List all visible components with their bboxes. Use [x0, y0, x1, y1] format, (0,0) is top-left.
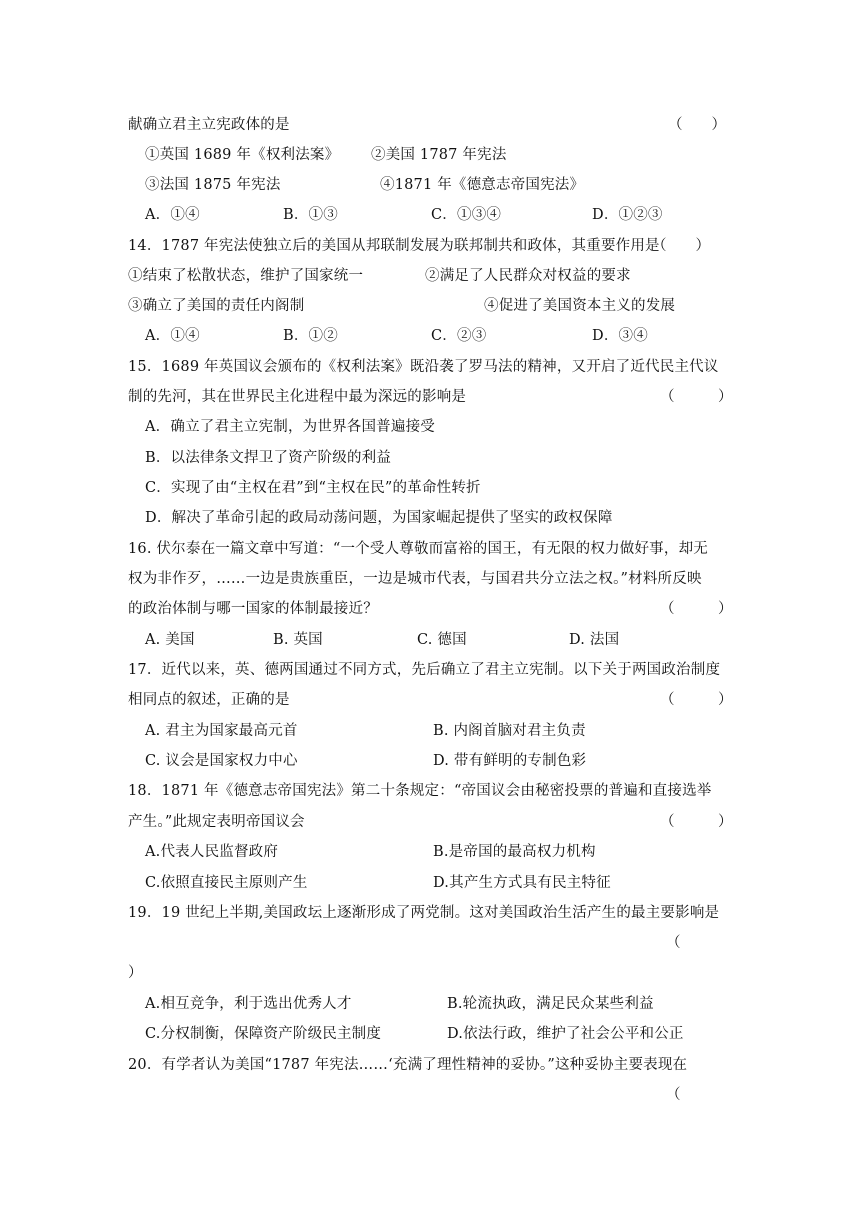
q14-option-c: C．②③ — [431, 328, 487, 344]
q14-stem: 14．1787 年宪法使独立后的美国从邦联制发展为联邦制共和政体，其重要作用是 — [128, 238, 660, 254]
q18-option-d: D.其产生方式具有民主特征 — [433, 875, 611, 891]
q17-answer-bracket: （ ） — [660, 692, 733, 708]
q17-option-d: D. 带有鲜明的专制色彩 — [433, 753, 587, 769]
q13-option-a: A．①④ — [145, 207, 200, 223]
q14-item-4: ④促进了美国资本主义的发展 — [484, 298, 676, 314]
q15-option-a: A．确立了君主立宪制，为世界各国普遍接受 — [145, 419, 435, 435]
q16-option-a: A. 美国 — [145, 632, 195, 648]
q15-stem-line-2: 制的先河，其在世界民主化进程中最为深远的影响是 — [128, 389, 467, 405]
q14-item-2: ②满足了人民群众对权益的要求 — [425, 268, 631, 284]
q16-option-c: C. 德国 — [417, 632, 467, 648]
q18-option-b: B.是帝国的最高权力机构 — [433, 844, 596, 860]
q15-answer-bracket: （ ） — [660, 389, 733, 405]
q14-option-a: A．①④ — [145, 328, 200, 344]
q17-stem-line-2: 相同点的叙述，正确的是 — [128, 692, 290, 708]
q13-option-b: B．①③ — [283, 207, 338, 223]
q13-answer-bracket: （ ） — [668, 117, 726, 133]
q15-stem-line-1: 15．1689 年英国议会颁布的《权利法案》既沿袭了罗马法的精神，又开启了近代民主代议 — [128, 359, 719, 375]
q19-option-d: D.依法行政，维护了社会公平和公正 — [447, 1026, 684, 1042]
q20-answer-bracket-open: （ — [666, 1087, 681, 1103]
q13-item-4: ④1871 年《德意志帝国宪法》 — [380, 177, 585, 193]
q16-option-b: B. 英国 — [273, 632, 323, 648]
q16-stem-line-1: 16. 伏尔泰在一篇文章中写道：“一个受人尊敬而富裕的国王，有无限的权力做好事，却无 — [128, 541, 708, 557]
q13-option-c: C．①③④ — [431, 207, 502, 223]
q13-item-2: ②美国 1787 年宪法 — [371, 147, 507, 163]
q19-answer-bracket-open: （ — [666, 935, 681, 951]
q17-option-c: C. 议会是国家权力中心 — [145, 753, 298, 769]
q14-answer-bracket: （ ） — [652, 238, 710, 254]
q16-answer-bracket: （ ） — [660, 601, 733, 617]
q19-answer-bracket-close: ） — [128, 965, 143, 981]
q18-answer-bracket: （ ） — [660, 814, 733, 830]
q19-option-c: C.分权制衡，保障资产阶级民主制度 — [145, 1026, 382, 1042]
q14-item-3: ③确立了美国的责任内阁制 — [128, 298, 305, 314]
q20-stem: 20．有学者认为美国“1787 年宪法……‘充满了理性精神的妥协。”这种妥协主要表现在 — [128, 1057, 688, 1073]
q17-option-b: B. 内阁首脑对君主负责 — [433, 723, 586, 739]
q15-option-b: B．以法律条文捍卫了资产阶级的利益 — [145, 450, 392, 466]
q14-item-1: ①结束了松散状态，维护了国家统一 — [128, 268, 364, 284]
q14-option-b: B．①② — [283, 328, 338, 344]
q16-stem-line-2: 权为非作歹，……一边是贵族重臣，一边是城市代表，与国君共分立法之权。”材料所反映 — [128, 571, 702, 587]
q15-option-c: C．实现了由“主权在君”到“主权在民”的革命性转折 — [145, 480, 481, 496]
q18-stem-line-2: 产生。”此规定表明帝国议会 — [128, 814, 305, 830]
q17-option-a: A. 君主为国家最高元首 — [145, 723, 298, 739]
q13-option-d: D．①②③ — [592, 207, 663, 223]
q15-option-d: D．解决了革命引起的政局动荡问题，为国家崛起提供了坚实的政权保障 — [145, 510, 613, 526]
q13-stem-tail: 献确立君主立宪政体的是 — [128, 117, 290, 133]
q17-stem-line-1: 17．近代以来，英、德两国通过不同方式，先后确立了君主立宪制。以下关于两国政治制度 — [128, 662, 721, 678]
q14-option-d: D．③④ — [592, 328, 648, 344]
q18-option-c: C.依照直接民主原则产生 — [145, 875, 308, 891]
q19-option-b: B.轮流执政，满足民众某些利益 — [447, 996, 654, 1012]
q19-option-a: A.相互竞争，利于选出优秀人才 — [145, 996, 352, 1012]
q18-option-a: A.代表人民监督政府 — [145, 844, 279, 860]
q19-stem: 19．19 世纪上半期,美国政坛上逐渐形成了两党制。这对美国政治生活产生的最主要影响是 — [128, 905, 720, 921]
q13-item-3: ③法国 1875 年宪法 — [145, 177, 281, 193]
q18-stem-line-1: 18．1871 年《德意志帝国宪法》第二十条规定：“帝国议会由秘密投票的普遍和直接选举 — [128, 783, 712, 799]
q16-option-d: D. 法国 — [569, 632, 620, 648]
q13-item-1: ①英国 1689 年《权利法案》 — [145, 147, 340, 163]
q16-stem-line-3: 的政治体制与哪一国家的体制最接近？ — [128, 601, 378, 617]
